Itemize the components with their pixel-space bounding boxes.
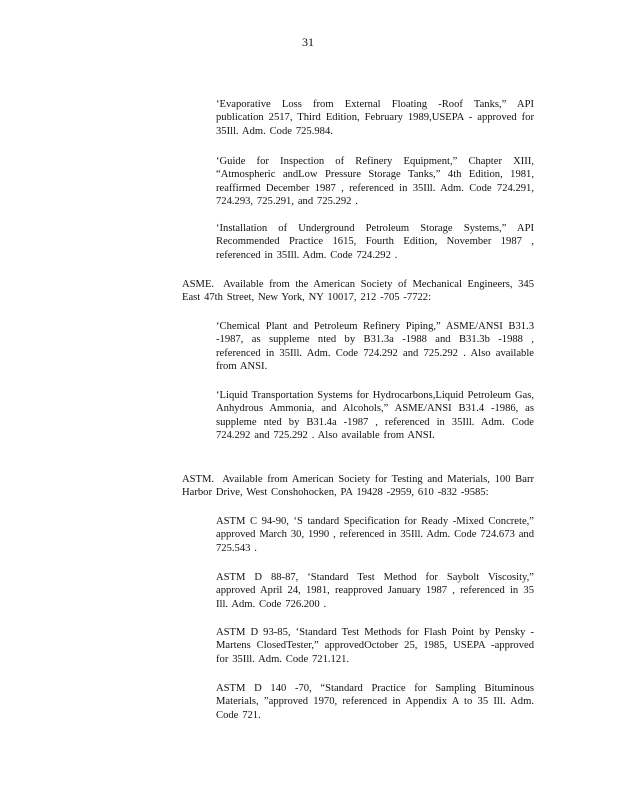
- reference-entry: ASTM D 93-85, ‘Standard Test Methods for Flash Point by Pensky -Martens ClosedTester,” approvedOctober 25, 1985, USEPA -approved for 35Ill. Adm. Code 721.121.: [216, 626, 534, 665]
- page-number: 31: [302, 35, 314, 49]
- reference-entry: ASTM D 140 -70, “Standard Practice for Sampling Bituminous Materials, ”approved 1970, referenced in Appendix A to 35 Ill. Adm. Code 721.: [216, 682, 534, 721]
- reference-entry: ASTM C 94-90, ‘S tandard Specification for Ready -Mixed Concrete,” approved March 30, 1990 , referenced in 35Ill. Adm. Code 724.673 and 725.543 .: [216, 515, 534, 554]
- organization-address: Available from American Society for Testing and Materials, 100 Barr Harbor Drive, West Conshohocken, PA 19428 -2959, 610 -832 -9585:: [182, 473, 534, 499]
- reference-entry: ‘Installation of Underground Petroleum Storage Systems,” API Recommended Practice 1615, Fourth Edition, November 1987 , referenced in 35Ill. Adm. Code 724.292 .: [216, 222, 534, 261]
- reference-entry: ASTM D 88-87, ‘Standard Test Method for Saybolt Viscosity,” approved April 24, 1981, reapproved January 1987 , referenced in 35 Ill. Adm. Code 726.200 .: [216, 571, 534, 610]
- organization-entry-asme: [182, 278, 534, 305]
- organization-address: Available from the American Society of Mechanical Engineers, 345 East 47th Street, New York, NY 10017, 212 -705 -7722:: [182, 278, 534, 304]
- reference-entry: ‘Chemical Plant and Petroleum Refinery Piping,” ASME/ANSI B31.3 -1987, as suppleme nted by B31.3a -1988 and B31.3b -1988 , referenced in 35Ill. Adm. Code 724.292 and 725.292 . Also available from ANSI.: [216, 320, 534, 373]
- reference-entry: ‘Evaporative Loss from External Floating -Roof Tanks,” API publication 2517, Third Edition, February 1989,USEPA - approved for 35Ill. Adm. Code 725.984.: [216, 98, 534, 137]
- reference-entry: ‘Liquid Transportation Systems for Hydrocarbons,Liquid Petroleum Gas, Anhydrous Ammonia, and Alcohols,” ASME/ANSI B31.4 -1986, as suppleme nted by B31.4a -1987 , referenced in 35Ill. Adm. Code 724.292 and 725.292 . Also available from ANSI.: [216, 389, 534, 442]
- reference-entry: ‘Guide for Inspection of Refinery Equipment,” Chapter XIII, “Atmospheric andLow Pressure Storage Tanks,” 4th Edition, 1981, reaffirmed December 1987 , referenced in 35Ill. Adm. Code 724.291, 724.293, 725.291, and 725.292 .: [216, 155, 534, 208]
- organization-entry-astm: [182, 473, 534, 500]
- organization-name: ASTM.: [182, 473, 215, 485]
- organization-name: ASME.: [182, 278, 215, 290]
